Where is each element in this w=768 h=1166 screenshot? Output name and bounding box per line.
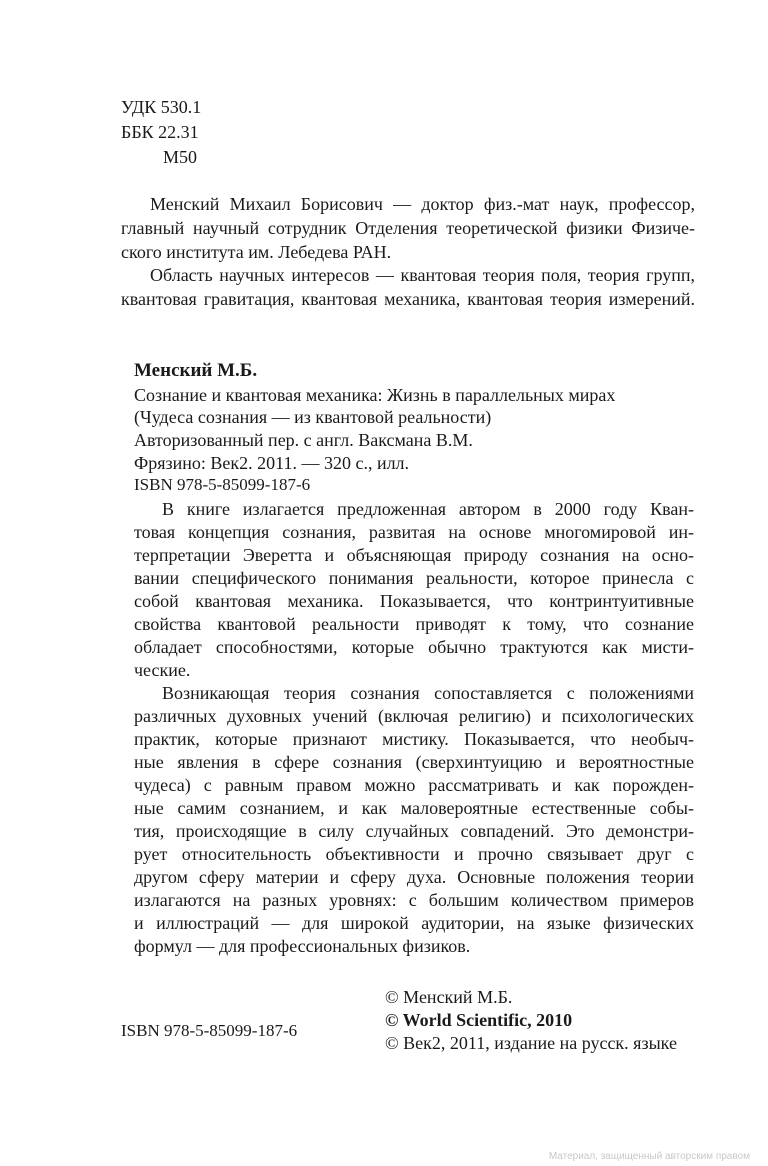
imprint: Фрязино: Век2. 2011. — 320 с., илл. <box>134 453 410 473</box>
about-author-line: Менский Михаил Борисович — доктор физ.-мат наук, профессор, <box>150 194 695 214</box>
book-title: Сознание и квантовая механика: Жизнь в параллельных мирах <box>134 385 616 405</box>
annotation-line: терпретации Эверетта и объясняющая природу сознания на осно- <box>134 545 694 565</box>
book-subtitle: (Чудеса сознания — из квантовой реальности) <box>134 407 492 427</box>
annotation-line: различных духовных учений (включая религию) и психологических <box>134 706 694 726</box>
annotation-line: чудеса) с равным правом можно рассматривать и как порожден- <box>134 775 694 795</box>
annotation-line: тия, происходящие в силу случайных совпадений. Это демонстри- <box>134 821 694 841</box>
copyright-world-scientific: © World Scientific, 2010 <box>385 1010 573 1030</box>
annotation-line: вании специфического понимания реальности, которое принесла с <box>134 568 694 588</box>
annotation-line: товая концепция сознания, развитая на основе многомировой ин- <box>134 522 694 542</box>
annotation-line: собой квантовая механика. Показывается, что контринтуитивные <box>134 591 694 611</box>
annotation-line: формул — для профессиональных физиков. <box>134 936 471 956</box>
about-author-line: квантовая гравитация, квантовая механика, квантовая теория измерений. <box>121 289 695 309</box>
about-author-line: Область научных интересов — квантовая теория поля, теория групп, <box>150 265 695 285</box>
annotation-line: рует относительность объективности и прочно связывает друг с <box>134 844 694 864</box>
annotation-line: ные явления в сфере сознания (сверхинтуицию и вероятностные <box>134 752 694 772</box>
bbk-code: ББК 22.31 <box>121 122 199 142</box>
about-author-line: ского института им. Лебедева РАН. <box>121 242 392 262</box>
annotation-line: ческие. <box>134 660 191 680</box>
footer-isbn: ISBN 978-5-85099-187-6 <box>121 1021 298 1040</box>
annotation-line: В книге излагается предложенная автором в 2000 году Кван- <box>162 499 694 519</box>
annotation-line: практик, которые признают мистику. Показывается, что необыч- <box>134 729 694 749</box>
book-author: Менский М.Б. <box>134 360 258 381</box>
author-mark: М50 <box>163 147 198 167</box>
book-isbn: ISBN 978-5-85099-187-6 <box>134 475 311 494</box>
annotation-line: Возникающая теория сознания сопоставляется с положениями <box>162 683 694 703</box>
annotation-line: и иллюстраций — для широкой аудитории, на языке физических <box>134 913 694 933</box>
annotation-line: другом сферу материи и сферу духа. Основные положения теории <box>134 867 694 887</box>
annotation-line: свойства квантовой реальности приводят к тому, что сознание <box>134 614 694 634</box>
annotation-line: излагаются на разных уровнях: с большим количеством примеров <box>134 890 694 910</box>
copyright-watermark: Материал, защищенный авторским правом <box>548 1151 750 1162</box>
udk-code: УДК 530.1 <box>121 97 202 117</box>
copyright-author: © Менский М.Б. <box>385 987 513 1007</box>
copyright-vek2: © Век2, 2011, издание на русск. языке <box>385 1033 677 1053</box>
translation-note: Авторизованный пер. с англ. Ваксмана В.М. <box>134 430 473 450</box>
annotation-line: обладает способностями, которые обычно трактуются как мисти- <box>134 637 694 657</box>
about-author-line: главный научный сотрудник Отделения теоретической физики Физиче- <box>121 218 695 238</box>
annotation-line: ные самим сознанием, и как маловероятные естественные собы- <box>134 798 694 818</box>
